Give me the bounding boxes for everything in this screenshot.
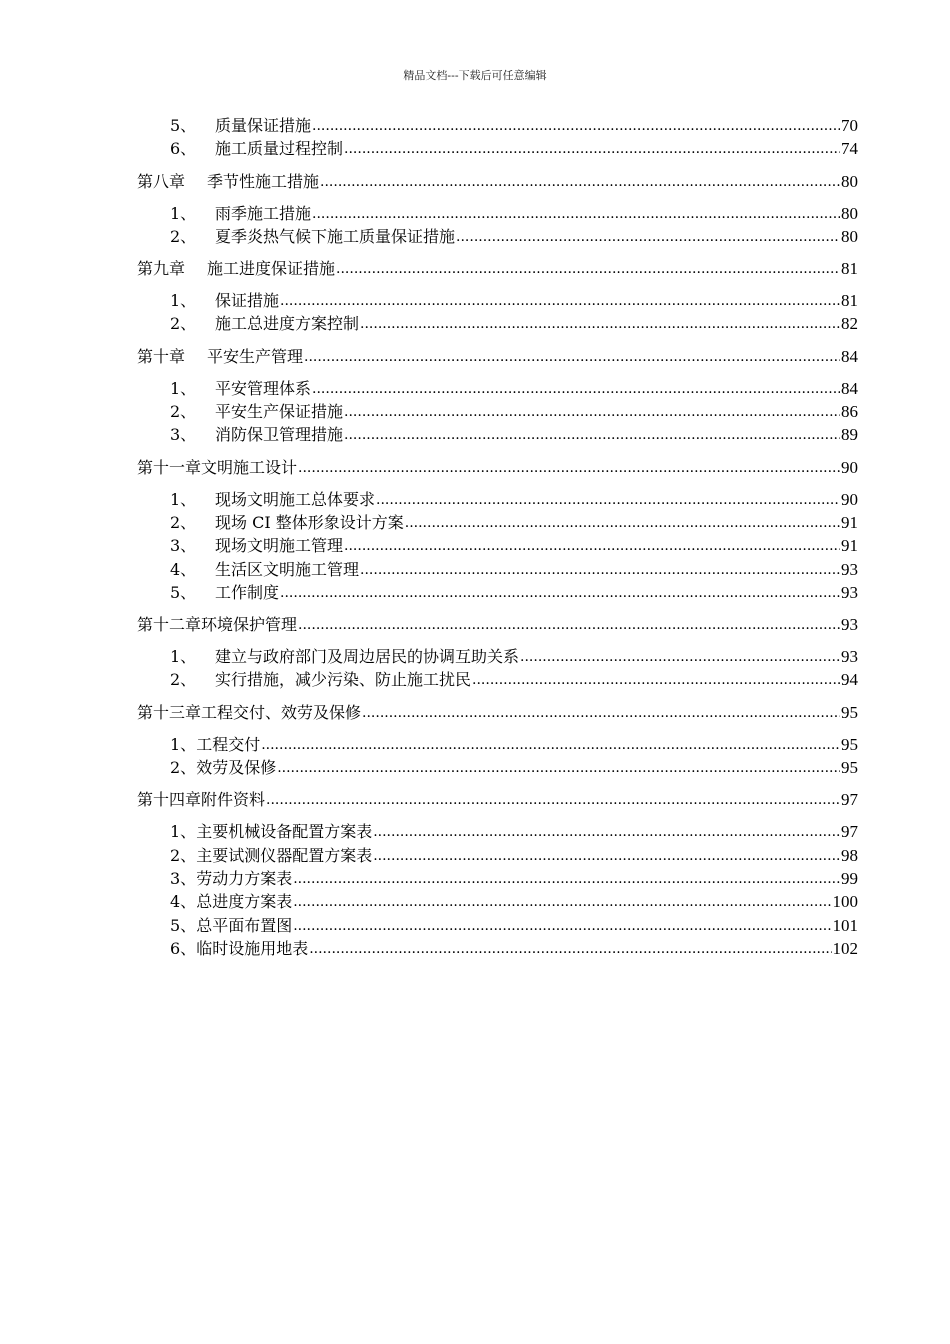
table-of-contents bbox=[137, 114, 858, 960]
toc-chapter-entry[interactable] bbox=[137, 701, 858, 724]
toc-section-entry[interactable] bbox=[137, 423, 858, 446]
toc-entry-number: 2、 bbox=[170, 402, 197, 422]
toc-dot-leader bbox=[293, 868, 840, 891]
toc-section-entry[interactable] bbox=[137, 202, 858, 225]
toc-page-number: 93 bbox=[841, 647, 858, 667]
toc-page-number: 81 bbox=[841, 291, 858, 311]
toc-entry-number: 3、 bbox=[170, 536, 197, 556]
toc-entry-number: 1、 bbox=[170, 203, 197, 223]
toc-section-entry[interactable] bbox=[137, 668, 858, 691]
toc-dot-leader bbox=[472, 669, 840, 692]
toc-entry-title: 施工总进度方案控制 bbox=[215, 314, 360, 334]
toc-dot-leader bbox=[312, 203, 840, 226]
toc-page-number: 93 bbox=[841, 559, 858, 579]
toc-page-number: 102 bbox=[832, 938, 858, 958]
toc-page-number: 86 bbox=[841, 402, 858, 422]
toc-page-number: 89 bbox=[841, 425, 858, 445]
toc-section-entry[interactable] bbox=[137, 820, 858, 843]
toc-dot-leader bbox=[360, 559, 840, 582]
toc-section-entry[interactable] bbox=[137, 937, 858, 960]
toc-entry-title: 消防保卫管理措施 bbox=[215, 425, 344, 445]
toc-chapter-entry[interactable] bbox=[137, 613, 858, 636]
toc-dot-leader bbox=[344, 138, 840, 161]
toc-page-number: 80 bbox=[841, 203, 858, 223]
toc-page-number: 84 bbox=[841, 346, 858, 366]
toc-entry-title: 主要试测仪器配置方案表 bbox=[196, 845, 373, 865]
toc-entry-number: 第十章 bbox=[137, 346, 186, 366]
toc-section-entry[interactable] bbox=[137, 534, 858, 557]
toc-entry-title: 平安生产管理 bbox=[207, 346, 304, 366]
toc-entry-title: 总平面布置图 bbox=[196, 915, 293, 935]
toc-section-entry[interactable] bbox=[137, 756, 858, 779]
toc-page-number: 80 bbox=[841, 226, 858, 246]
toc-entry-number: 第十三章 bbox=[137, 702, 202, 722]
toc-dot-leader bbox=[277, 757, 840, 780]
toc-page-number: 84 bbox=[841, 378, 858, 398]
toc-entry-title: 文明施工设计 bbox=[201, 457, 298, 477]
toc-entry-number: 1、 bbox=[170, 822, 197, 842]
toc-page-number: 97 bbox=[841, 822, 858, 842]
toc-entry-title: 平安生产保证措施 bbox=[215, 402, 344, 422]
toc-page-number: 90 bbox=[841, 457, 858, 477]
toc-entry-number: 1、 bbox=[170, 734, 197, 754]
toc-entry-number: 2、 bbox=[170, 226, 197, 246]
toc-section-entry[interactable] bbox=[137, 645, 858, 668]
toc-entry-number: 5、 bbox=[170, 582, 197, 602]
toc-dot-leader bbox=[373, 845, 840, 868]
toc-entry-title: 现场文明施工管理 bbox=[215, 536, 344, 556]
toc-entry-title: 施工质量过程控制 bbox=[215, 139, 344, 159]
toc-page-number: 91 bbox=[841, 536, 858, 556]
toc-dot-leader bbox=[344, 424, 840, 447]
toc-dot-leader bbox=[373, 821, 840, 844]
toc-page-number: 97 bbox=[841, 790, 858, 810]
toc-chapter-entry[interactable] bbox=[137, 456, 858, 479]
toc-dot-leader bbox=[261, 734, 840, 757]
toc-dot-leader bbox=[376, 489, 840, 512]
toc-section-entry[interactable] bbox=[137, 558, 858, 581]
toc-entry-number: 1、 bbox=[170, 378, 197, 398]
toc-entry-number: 2、 bbox=[170, 512, 197, 532]
toc-chapter-entry[interactable] bbox=[137, 345, 858, 368]
toc-page-number: 82 bbox=[841, 314, 858, 334]
toc-page-number: 70 bbox=[841, 116, 858, 135]
toc-page-number: 91 bbox=[841, 512, 858, 532]
toc-dot-leader bbox=[312, 115, 840, 138]
toc-entry-number: 第九章 bbox=[137, 259, 186, 279]
toc-section-entry[interactable] bbox=[137, 844, 858, 867]
toc-page-number: 90 bbox=[841, 489, 858, 509]
toc-entry-title: 建立与政府部门及周边居民的协调互助关系 bbox=[215, 647, 520, 667]
toc-chapter-entry[interactable] bbox=[137, 788, 858, 811]
toc-entry-number: 2、 bbox=[170, 670, 197, 690]
toc-entry-title: 季节性施工措施 bbox=[207, 171, 320, 191]
toc-page-number: 94 bbox=[841, 670, 858, 690]
toc-entry-title: 生活区文明施工管理 bbox=[215, 559, 360, 579]
toc-entry-title: 临时设施用地表 bbox=[196, 938, 309, 958]
toc-page-number: 95 bbox=[841, 702, 858, 722]
toc-entry-title: 雨季施工措施 bbox=[215, 203, 312, 223]
toc-dot-leader bbox=[280, 582, 840, 605]
toc-entry-title: 质量保证措施 bbox=[215, 116, 312, 135]
toc-entry-number: 6、 bbox=[170, 938, 197, 958]
toc-dot-leader bbox=[336, 258, 840, 281]
toc-entry-title: 总进度方案表 bbox=[196, 892, 293, 912]
toc-dot-leader bbox=[320, 171, 840, 194]
page-header: 精品文档---下载后可任意编辑 bbox=[403, 69, 547, 82]
toc-dot-leader bbox=[298, 457, 840, 480]
toc-dot-leader bbox=[362, 702, 840, 725]
toc-section-entry[interactable] bbox=[137, 289, 858, 312]
toc-entry-title: 工程交付 bbox=[196, 734, 261, 754]
toc-dot-leader bbox=[304, 346, 840, 369]
toc-section-entry[interactable] bbox=[137, 581, 858, 604]
toc-page-number: 74 bbox=[841, 139, 858, 159]
toc-section-entry[interactable] bbox=[137, 890, 858, 913]
toc-page-number: 101 bbox=[832, 915, 858, 935]
toc-section-entry[interactable] bbox=[137, 733, 858, 756]
toc-entry-title: 工程交付、效劳及保修 bbox=[201, 702, 362, 722]
toc-page-number: 81 bbox=[841, 259, 858, 279]
toc-entry-title: 现场文明施工总体要求 bbox=[215, 489, 376, 509]
toc-entry-title: 主要机械设备配置方案表 bbox=[196, 822, 373, 842]
toc-page-number: 93 bbox=[841, 615, 858, 635]
toc-entry-title: 劳动力方案表 bbox=[196, 868, 293, 888]
toc-entry-number: 5、 bbox=[170, 116, 197, 135]
toc-page-number: 93 bbox=[841, 582, 858, 602]
toc-entry-title: 夏季炎热气候下施工质量保证措施 bbox=[215, 226, 456, 246]
toc-entry-number: 4、 bbox=[170, 559, 197, 579]
toc-entry-title: 工作制度 bbox=[215, 582, 280, 602]
toc-page-number: 100 bbox=[832, 892, 858, 912]
toc-dot-leader bbox=[298, 614, 840, 637]
toc-dot-leader bbox=[309, 938, 831, 961]
toc-section-entry[interactable] bbox=[137, 114, 858, 137]
toc-entry-number: 3、 bbox=[170, 425, 197, 445]
toc-entry-number: 5、 bbox=[170, 915, 197, 935]
toc-entry-number: 1、 bbox=[170, 489, 197, 509]
toc-dot-leader bbox=[405, 512, 840, 535]
toc-entry-number: 2、 bbox=[170, 758, 197, 778]
toc-dot-leader bbox=[520, 646, 840, 669]
toc-entry-title: 环境保护管理 bbox=[201, 615, 298, 635]
toc-entry-number: 1、 bbox=[170, 291, 197, 311]
toc-dot-leader bbox=[293, 891, 831, 914]
toc-section-entry[interactable] bbox=[137, 377, 858, 400]
toc-page-number: 95 bbox=[841, 734, 858, 754]
toc-entry-title: 现场 CI 整体形象设计方案 bbox=[215, 512, 404, 532]
toc-entry-number: 第十四章 bbox=[137, 790, 202, 810]
toc-entry-title: 保证措施 bbox=[215, 291, 280, 311]
toc-entry-number: 6、 bbox=[170, 139, 197, 159]
toc-section-entry[interactable] bbox=[137, 867, 858, 890]
toc-page-number: 98 bbox=[841, 845, 858, 865]
toc-entry-number: 3、 bbox=[170, 868, 197, 888]
toc-dot-leader bbox=[456, 226, 840, 249]
toc-section-entry[interactable] bbox=[137, 400, 858, 423]
toc-section-entry[interactable] bbox=[137, 511, 858, 534]
toc-chapter-entry[interactable] bbox=[137, 170, 858, 193]
toc-entry-number: 第十二章 bbox=[137, 615, 202, 635]
toc-entry-number: 1、 bbox=[170, 647, 197, 667]
toc-dot-leader bbox=[266, 789, 840, 812]
toc-entry-title: 附件资料 bbox=[201, 790, 266, 810]
toc-page-number: 95 bbox=[841, 758, 858, 778]
toc-entry-number: 第八章 bbox=[137, 171, 186, 191]
toc-dot-leader bbox=[360, 313, 840, 336]
toc-dot-leader bbox=[293, 915, 831, 938]
toc-dot-leader bbox=[344, 535, 840, 558]
toc-entry-title: 施工进度保证措施 bbox=[207, 259, 336, 279]
toc-entry-number: 4、 bbox=[170, 892, 197, 912]
toc-entry-title: 效劳及保修 bbox=[196, 758, 277, 778]
toc-entry-number: 第十一章 bbox=[137, 457, 202, 477]
toc-entry-title: 实行措施，减少污染、防止施工扰民 bbox=[215, 670, 472, 690]
toc-section-entry[interactable] bbox=[137, 488, 858, 511]
toc-section-entry[interactable] bbox=[137, 137, 858, 160]
toc-section-entry[interactable] bbox=[137, 225, 858, 248]
toc-section-entry[interactable] bbox=[137, 914, 858, 937]
toc-entry-number: 2、 bbox=[170, 314, 197, 334]
toc-page-number: 80 bbox=[841, 171, 858, 191]
toc-section-entry[interactable] bbox=[137, 312, 858, 335]
toc-chapter-entry[interactable] bbox=[137, 257, 858, 280]
toc-dot-leader bbox=[344, 401, 840, 424]
toc-dot-leader bbox=[280, 290, 840, 313]
toc-page-number: 99 bbox=[841, 868, 858, 888]
toc-entry-title: 平安管理体系 bbox=[215, 378, 312, 398]
toc-entry-number: 2、 bbox=[170, 845, 197, 865]
toc-dot-leader bbox=[312, 378, 840, 401]
